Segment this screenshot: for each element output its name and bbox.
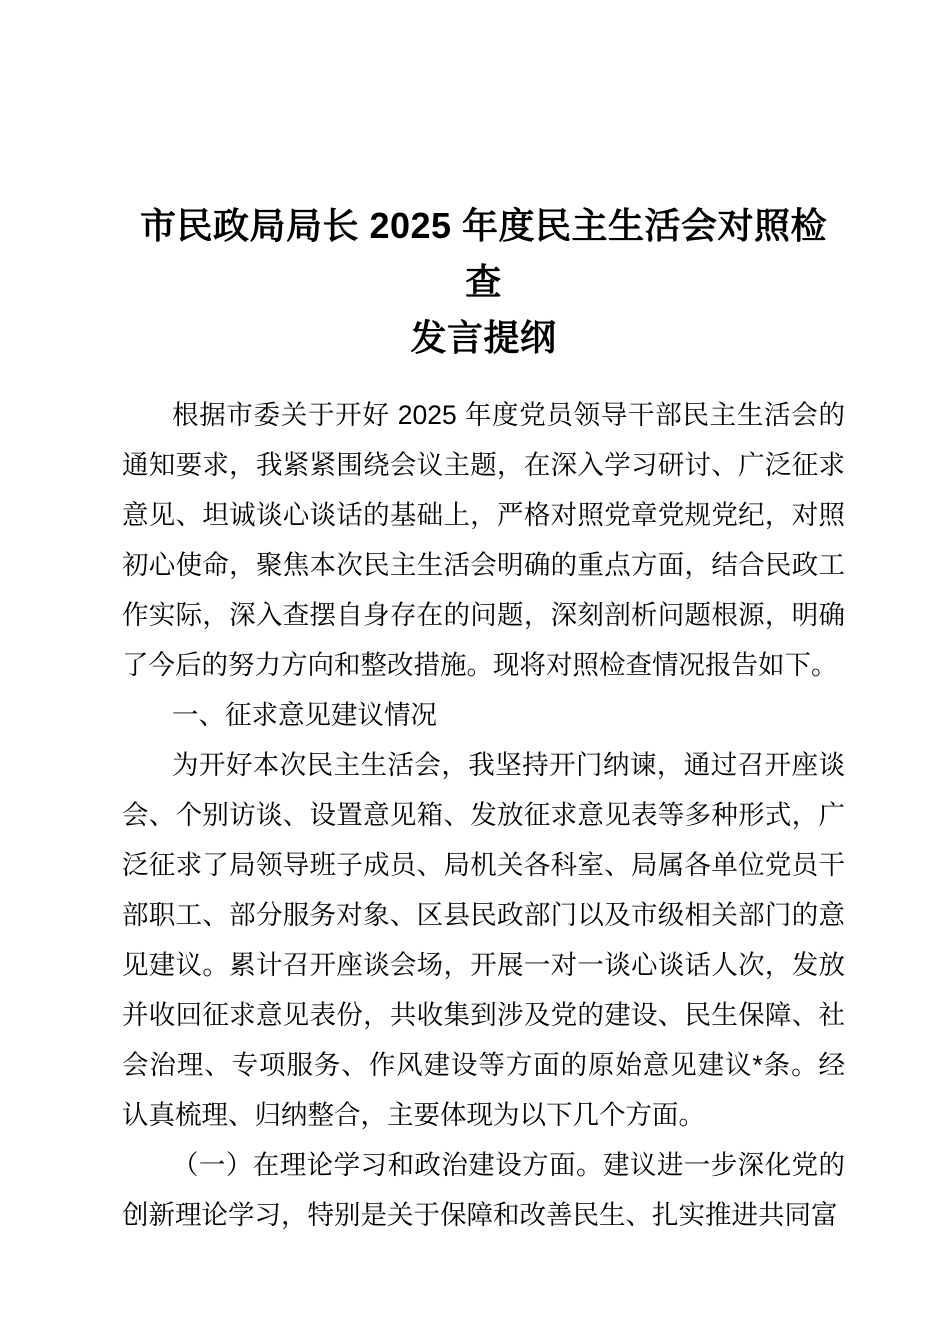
document-title-line-2: 发言提纲 bbox=[410, 317, 557, 359]
paragraph-subsection-1: （一）在理论学习和政治建设方面。建议进一步深化党的创新理论学习，特别是关于保障和改善民生、扎实推进共同富 bbox=[122, 1150, 845, 1231]
paragraph-opinion-collection: 为开好本次民主生活会，我坚持开门纳谏，通过召开座谈会、个别访谈、设置意见箱、发放征求意见表等多种形式，广泛征求了局领导班子成员、局机关各科室、局属各单位党员干部职工、部分服务对象、区县民政部门以及市级相关部门的意见建议。累计召开座谈会场，开展一对一谈心谈话人次，发放并收回征求意见表份，共收集到涉及党的建设、民生保障、社会治理、专项服务、作风建设等方面的原始意见建议*条。经认真梳理、归纳整合，主要体现为以下几个方面。 bbox=[122, 750, 845, 1131]
document-body bbox=[122, 390, 845, 1240]
section-heading-1: 一、征求意见建议情况 bbox=[172, 700, 437, 731]
paragraph-intro: 根据市委关于开好 2025 年度党员领导干部民主生活会的通知要求，我紧紧围绕会议主题，在深入学习研讨、广泛征求意见、坦诚谈心谈话的基础上，严格对照党章党规党纪，对照初心使命，聚焦本次民主生活会明确的重点方面，结合民政工作实际，深入查摆自身存在的问题，深刻剖析问题根源，明确了今后的努力方向和整改措施。现将对照检查情况报告如下。 bbox=[122, 400, 845, 681]
document-title-line-1: 市民政局局长 2025 年度民主生活会对照检查 bbox=[139, 205, 828, 303]
document-title bbox=[122, 198, 845, 366]
